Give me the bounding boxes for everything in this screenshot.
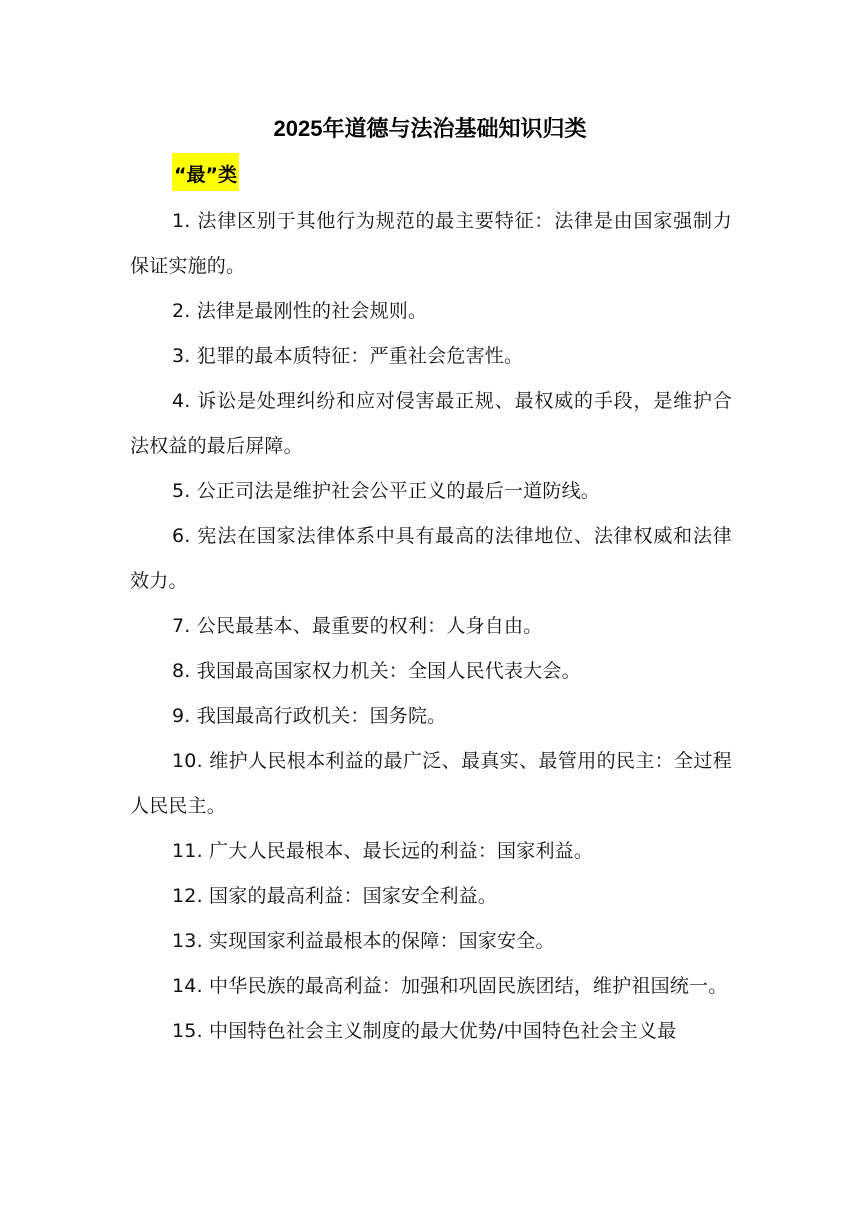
list-item: 2. 法律是最刚性的社会规则。: [172, 300, 428, 322]
list-item: 12. 国家的最高利益：国家安全利益。: [172, 885, 498, 907]
list-item: 9. 我国最高行政机关：国务院。: [172, 705, 447, 727]
list-item: 6. 宪法在国家法律体系中具有最高的法律地位、法律权威和法律效力。: [130, 525, 732, 592]
list-item: 10. 维护人民根本利益的最广泛、最真实、最管用的民主：全过程人民民主。: [130, 750, 732, 817]
list-item: 8. 我国最高国家权力机关：全国人民代表大会。: [172, 660, 581, 682]
list-item: 5. 公正司法是维护社会公平正义的最后一道防线。: [172, 480, 600, 502]
list-item: 13. 实现国家利益最根本的保障：国家安全。: [172, 930, 555, 952]
list-item: 4. 诉讼是处理纠纷和应对侵害最正规、最权威的手段，是维护合法权益的最后屏障。: [130, 390, 732, 457]
document-title: 2025年道德与法治基础知识归类: [273, 116, 587, 141]
list-item: 15. 中国特色社会主义制度的最大优势/中国特色社会主义最: [172, 1020, 677, 1042]
list-item: 7. 公民最基本、最重要的权利：人身自由。: [172, 615, 543, 637]
section-heading-highlighted: “最”类: [172, 153, 239, 191]
list-item: 3. 犯罪的最本质特征：严重社会危害性。: [172, 345, 524, 367]
list-item: 11. 广大人民最根本、最长远的利益：国家利益。: [172, 840, 594, 862]
list-item: 14. 中华民族的最高利益：加强和巩固民族团结，维护祖国统一。: [172, 975, 728, 997]
list-item: 1. 法律区别于其他行为规范的最主要特征：法律是由国家强制力保证实施的。: [130, 210, 732, 277]
document-body: [130, 199, 732, 1054]
